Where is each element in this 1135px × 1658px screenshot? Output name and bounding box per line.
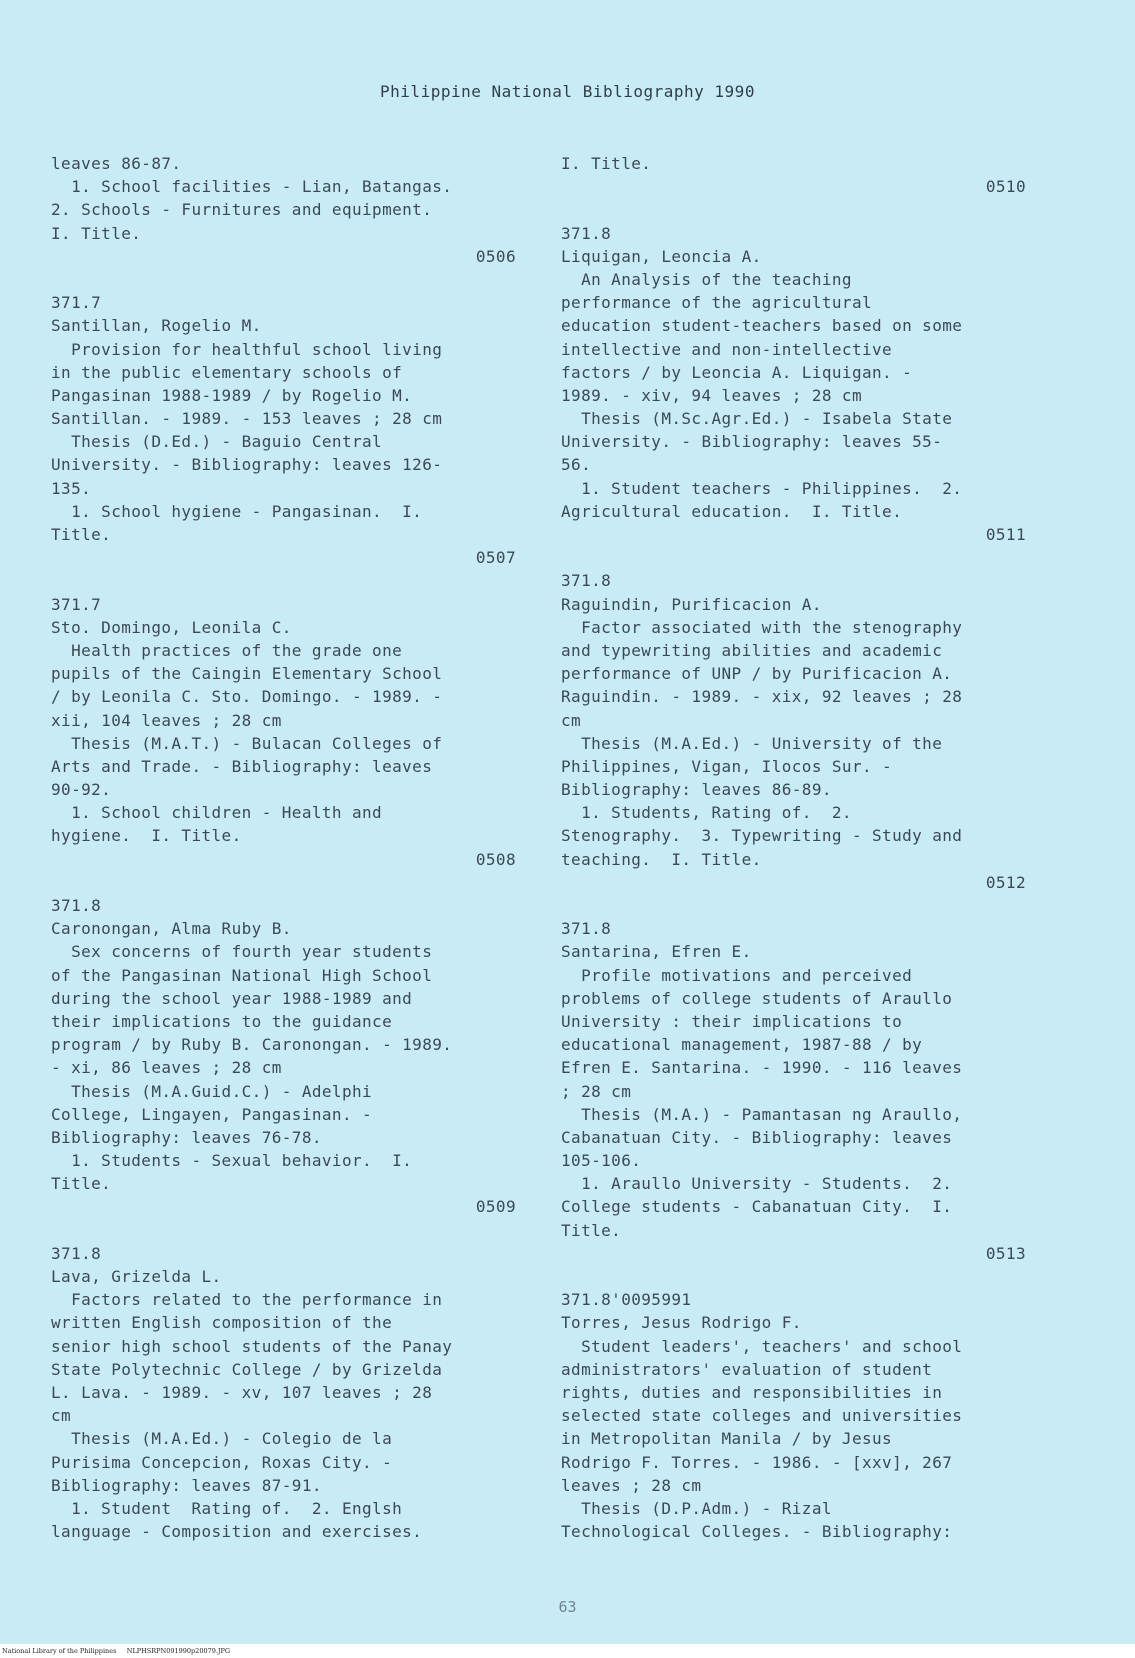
text-line: Thesis (M.A.Ed.) - University of the (561, 733, 943, 753)
text-line: Health practices of the grade one (51, 640, 403, 660)
text-line: Sex concerns of fourth year students (51, 942, 433, 962)
entry-spacer (51, 569, 516, 592)
text-line: during the school year 1988-1989 and (51, 988, 413, 1008)
entry-number: 0511 (985, 525, 1026, 544)
text-line: program / by Ruby B. Caronongan. - 1989. (51, 1035, 453, 1055)
text-line: Provision for healthful school living (51, 339, 443, 359)
text-line: leaves 86-87. (51, 154, 182, 173)
text-line: rights, duties and responsibilities in (561, 1382, 943, 1402)
text-line: factors / by Leoncia A. Liquigan. - (561, 362, 913, 382)
text-line: Thesis (M.A.) - Pamantasan ng Araullo, (561, 1104, 963, 1124)
text-line: 1. School hygiene - Pangasinan. I. (51, 501, 423, 521)
text-line: Technological Colleges. - Bibliography: (561, 1522, 953, 1542)
text-line: Title. (51, 525, 112, 544)
text-line: Rodrigo F. Torres. - 1986. - [xxv], 267 (561, 1452, 953, 1472)
text-line: 90-92. (51, 780, 112, 800)
text-line: administrators' evaluation of student (561, 1359, 933, 1379)
text-line: 1. School facilities - Lian, Batangas. (51, 177, 453, 197)
text-line: selected state colleges and universities (561, 1406, 963, 1426)
text-line: / by Leonila C. Sto. Domingo. - 1989. - (51, 687, 443, 707)
text-line: 56. (561, 455, 592, 475)
text-line: Lava, Grizelda L. (51, 1267, 222, 1286)
text-line: 135. (51, 478, 92, 498)
text-line: Raguindin, Purificacion A. (561, 594, 822, 614)
text-line: 105-106. (561, 1151, 642, 1171)
text-line: Torres, Jesus Rodrigo F. (561, 1313, 802, 1333)
entry-number: 0508 (475, 849, 516, 869)
text-line: Factor associated with the stenography (561, 617, 963, 637)
text-line: An Analysis of the teaching (561, 269, 852, 289)
text-line: Thesis (M.Sc.Agr.Ed.) - Isabela State (561, 409, 953, 429)
entry-spacer (51, 1219, 516, 1242)
text-line: Caronongan, Alma Ruby B. (51, 919, 292, 939)
text-line: Purisima Concepcion, Roxas City. - (51, 1452, 393, 1472)
text-line: Stenography. 3. Typewriting - Study and (561, 826, 963, 846)
text-line: leaves ; 28 cm (561, 1475, 702, 1495)
text-line: language - Composition and exercises. (51, 1522, 423, 1542)
text-line: senior high school students of the Panay (51, 1336, 453, 1356)
text-line: Santarina, Efren E. (561, 942, 752, 962)
text-line: Santillan, Rogelio M. (51, 316, 262, 336)
text-line: their implications to the guidance (51, 1011, 393, 1031)
text-line: 1. Araullo University - Students. 2. (561, 1174, 953, 1194)
text-line: of the Pangasinan National High School (51, 965, 433, 985)
text-line: Arts and Trade. - Bibliography: leaves (51, 756, 433, 776)
text-line: educational management, 1987-88 / by (561, 1035, 923, 1055)
text-line: College students - Cabanatuan City. I. (561, 1197, 953, 1217)
text-line: 371.8'0095991 (561, 1290, 692, 1310)
text-line: pupils of the Caingin Elementary School (51, 664, 443, 684)
text-line: 371.7 (51, 293, 102, 313)
entry-spacer (561, 1265, 1026, 1288)
text-line: Bibliography: leaves 76-78. (51, 1127, 322, 1147)
text-line: State Polytechnic College / by Grizelda (51, 1359, 443, 1379)
text-line: cm (51, 1406, 72, 1426)
text-line: 1. School children - Health and (51, 803, 383, 823)
text-line: 1. Students, Rating of. 2. (561, 803, 852, 823)
text-line: 1. Student Rating of. 2. Englsh (51, 1498, 403, 1518)
text-line: Student leaders', teachers' and school (561, 1336, 963, 1356)
entry-number: 0512 (985, 872, 1026, 892)
text-line: performance of the agricultural (561, 293, 873, 313)
text-line: problems of college students of Araullo (561, 988, 953, 1008)
text-line: Raguindin. - 1989. - xix, 92 leaves ; 28 (561, 687, 963, 707)
left-column (51, 152, 516, 1543)
text-line: Santillan. - 1989. - 153 leaves ; 28 cm (51, 409, 443, 429)
text-line: Factors related to the performance in (51, 1290, 443, 1310)
entry-spacer (561, 894, 1026, 917)
text-line: teaching. I. Title. (561, 849, 762, 869)
entry-number: 0509 (475, 1197, 516, 1217)
text-line: Efren E. Santarina. - 1990. - 116 leaves (561, 1058, 963, 1078)
page-number: 63 (558, 1598, 577, 1616)
text-line: Sto. Domingo, Leonila C. (51, 617, 292, 637)
text-line: education student-teachers based on some (561, 316, 963, 336)
text-line: 371.8 (561, 919, 612, 939)
text-line: Title. (51, 1174, 112, 1194)
entry-spacer (561, 198, 1026, 221)
text-line: University. - Bibliography: leaves 55- (561, 432, 943, 452)
text-line: Profile motivations and perceived (561, 965, 913, 985)
text-line: Agricultural education. I. Title. (561, 501, 903, 521)
text-line: Bibliography: leaves 86-89. (561, 780, 832, 800)
text-line: Thesis (D.Ed.) - Baguio Central (51, 432, 383, 452)
text-line: Thesis (D.P.Adm.) - Rizal (561, 1498, 832, 1518)
text-line: in Metropolitan Manila / by Jesus (561, 1429, 893, 1449)
text-line: Philippines, Vigan, Ilocos Sur. - (561, 756, 893, 776)
text-line: and typewriting abilities and academic (561, 640, 943, 660)
text-line: Pangasinan 1988-1989 / by Rogelio M. (51, 385, 413, 405)
text-line: Title. (561, 1220, 622, 1240)
text-line: intellective and non-intellective (561, 339, 893, 359)
entry-number: 0506 (475, 246, 516, 266)
footer-credit: National Library of the Philippines NLPHSRPN091990p20079.JPG (2, 1647, 231, 1655)
entry-spacer (561, 546, 1026, 569)
text-line: 371.8 (51, 1243, 102, 1263)
text-line: performance of UNP / by Purificacion A. (561, 664, 953, 684)
text-line: College, Lingayen, Pangasinan. - (51, 1104, 373, 1124)
text-line: L. Lava. - 1989. - xv, 107 leaves ; 28 (51, 1382, 433, 1402)
text-line: 1. Students - Sexual behavior. I. (51, 1151, 413, 1171)
text-line: 2. Schools - Furnitures and equipment. (51, 200, 433, 220)
text-line: 371.7 (51, 594, 102, 614)
text-line: I. Title. (561, 154, 652, 173)
text-line: Thesis (M.A.T.) - Bulacan Colleges of (51, 733, 443, 753)
text-line: 1. Student teachers - Philippines. 2. (561, 478, 963, 498)
text-line: Thesis (M.A.Ed.) - Colegio de la (51, 1429, 393, 1449)
text-line: University. - Bibliography: leaves 126- (51, 455, 443, 475)
entry-number: 0507 (475, 548, 516, 568)
text-line: Bibliography: leaves 87-91. (51, 1475, 322, 1495)
text-line: written English composition of the (51, 1313, 393, 1333)
text-line: I. Title. (51, 223, 142, 243)
entry-number: 0510 (985, 177, 1026, 197)
text-line: University : their implications to (561, 1011, 903, 1031)
text-line: xii, 104 leaves ; 28 cm (51, 710, 282, 730)
page-title: Philippine National Bibliography 1990 (380, 82, 755, 101)
right-column (561, 152, 1026, 1543)
text-line: Liquigan, Leoncia A. (561, 246, 762, 266)
text-line: 371.8 (561, 571, 612, 591)
text-line: ; 28 cm (561, 1081, 632, 1101)
text-line: in the public elementary schools of (51, 362, 403, 382)
text-line: 1989. - xiv, 94 leaves ; 28 cm (561, 385, 862, 405)
text-line: cm (561, 710, 582, 730)
text-line: hygiene. I. Title. (51, 826, 242, 846)
entry-spacer (51, 871, 516, 894)
text-line: 371.8 (561, 223, 612, 243)
entry-number: 0513 (985, 1243, 1026, 1263)
text-line: 371.8 (51, 896, 102, 915)
entry-spacer (51, 268, 516, 291)
text-line: Thesis (M.A.Guid.C.) - Adelphi (51, 1081, 373, 1101)
text-line: - xi, 86 leaves ; 28 cm (51, 1058, 282, 1078)
text-line: Cabanatuan City. - Bibliography: leaves (561, 1127, 953, 1147)
